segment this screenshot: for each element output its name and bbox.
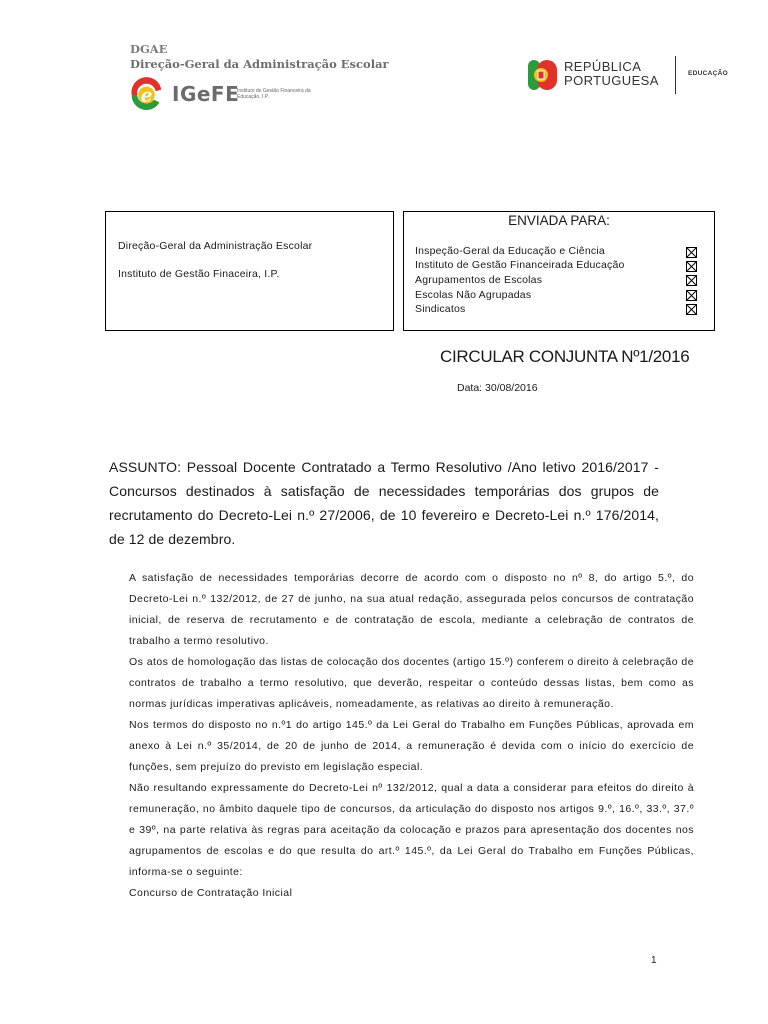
dgae-full-title: Direção-Geral da Administração Escolar: [130, 57, 389, 71]
republica-line2: PORTUGUESA: [564, 73, 659, 88]
sender-dgae: Direção-Geral da Administração Escolar: [118, 240, 313, 252]
republica-line1: REPÚBLICA: [564, 59, 642, 74]
body-text: [129, 568, 694, 904]
recipient-checkbox: [686, 261, 697, 272]
header-divider: [675, 56, 676, 94]
recipient-checkbox: [686, 304, 697, 315]
body-paragraph: A satisfação de necessidades temporárias decorre de acordo com o disposto no nº 8, do artigo 5.º, do Decreto-Lei n.º 132/2012, de 27 de junho, na sua atual redação, assegurada pelos concursos de contratação inicial, de reserva de recrutamento e de contratação de escola, mediante a celebração de contratos de trabalho a termo resolutivo.: [129, 572, 694, 647]
igefe-logo: [128, 76, 165, 114]
recipient-label: Sindicatos: [415, 303, 466, 315]
republica-portuguesa-emblem: [528, 56, 558, 94]
svg-text:e: e: [140, 85, 153, 107]
subject-paragraph: ASSUNTO: Pessoal Docente Contratado a Termo Resolutivo /Ano letivo 2016/2017 - Concursos destinados à satisfação de necessidades temporárias dos grupos de recrutamento do Decreto-Lei n.º 27/2006, de 10 fevereiro e Decreto-Lei n.º 176/2014, de 12 de dezembro.: [109, 459, 659, 547]
recipient-label: Agrupamentos de Escolas: [415, 274, 543, 286]
body-paragraph: Nos termos do disposto no n.º1 do artigo 145.º da Lei Geral do Trabalho em Funções Públicas, aprovada em anexo à Lei n.º 35/2014, de 20 de junho de 2014, a remuneração é devida com o início do exercício de funções, sem prejuízo do previsto em legislação especial.: [129, 719, 694, 773]
page-number: 1: [651, 955, 657, 966]
recipient-checkbox: [686, 275, 697, 286]
section-heading: Concurso de Contratação Inicial: [129, 887, 293, 899]
sender-igefe: Instituto de Gestão Finaceira, I.P.: [118, 268, 280, 280]
body-paragraph: Não resultando expressamente do Decreto-Lei nº 132/2012, qual a data a considerar para efeitos do direito à remuneração, no âmbito daquele tipo de concursos, da articulação do disposto nos artigos 9.º, 16.º, 33.º, 37.º e 39º, na parte relativa às regras para aceitação da colocação e prazos para apresentação dos docentes nos agrupamentos de escolas e do que resulta do art.º 145.º, da Lei Geral do Trabalho em Funções Públicas, informa-se o seguinte:: [129, 782, 694, 878]
igefe-name: IGeFE: [172, 82, 240, 106]
recipient-label: Inspeção-Geral da Educação e Ciência: [415, 245, 605, 257]
recipients-title: ENVIADA PARA:: [508, 213, 610, 228]
recipient-checkbox: [686, 290, 697, 301]
recipient-label: Instituto de Gestão Financeirada Educação: [415, 259, 625, 271]
educacao-label: EDUCAÇÃO: [688, 70, 728, 77]
recipient-label: Escolas Não Agrupadas: [415, 289, 532, 301]
dgae-short-title: DGAE: [130, 42, 168, 56]
recipient-checkbox: [686, 247, 697, 258]
circular-title: CIRCULAR CONJUNTA Nº1/2016: [440, 347, 690, 366]
circular-date: Data: 30/08/2016: [457, 382, 538, 394]
igefe-description: Instituto de Gestão Financeira da Educação, I.P.: [237, 88, 311, 100]
body-paragraph: Os atos de homologação das listas de colocação dos docentes (artigo 15.º) conferem o direito à celebração de contratos de trabalho a termo resolutivo, que deverão, respeitar o conteúdo dessas listas, bem como as normas jurídicas imperativas aplicáveis, nomeadamente, as relativas ao direito à remuneração.: [129, 656, 694, 710]
